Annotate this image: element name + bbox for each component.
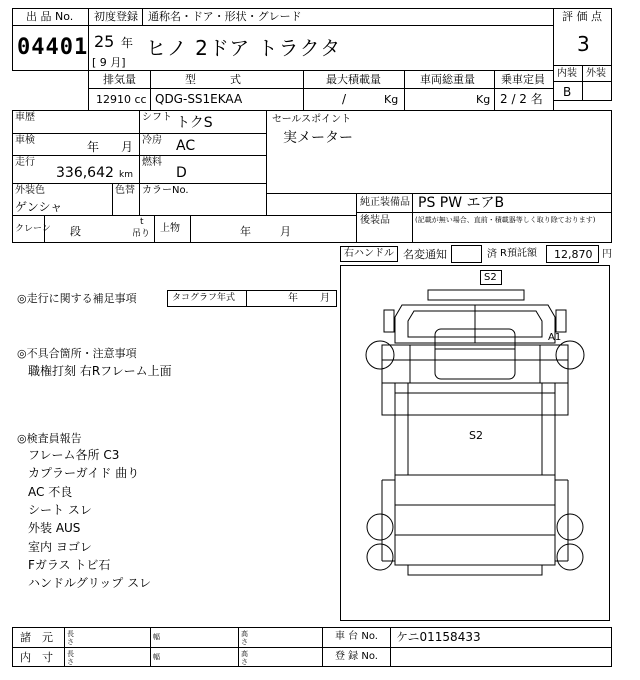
running-notes-label: ◎走行に関する補足事項	[17, 292, 137, 305]
footer-dim-label: 内 寸	[20, 651, 53, 664]
first-reg-label: 初度登録	[94, 10, 138, 23]
max-load-label: 最大積載量	[326, 73, 381, 86]
r-fee: 12,870	[554, 248, 593, 261]
inspector-line: フレーム各所 C3	[28, 448, 120, 462]
inspector-line: ハンドルグリップ スレ	[28, 576, 152, 590]
crane-ton-bottom: 吊り	[132, 229, 151, 239]
fuel-label: 燃料	[142, 157, 162, 168]
inspector-line: AC 不良	[28, 485, 73, 499]
capacity-label: 乗車定員	[501, 73, 545, 86]
shift-label: シフト	[142, 112, 172, 123]
model-label: 型 式	[185, 73, 245, 86]
r-mark: 済	[487, 249, 497, 260]
sales-point-label: セールスポイント	[272, 114, 352, 125]
interior-label: 内装	[557, 68, 577, 79]
inspector-line: シート スレ	[28, 503, 92, 517]
truck-diagram	[340, 265, 610, 621]
ac-label: 冷房	[142, 135, 162, 146]
mileage: 336,642	[56, 165, 114, 181]
name-change: 名変通知	[403, 248, 447, 261]
crane-stage: 段	[70, 225, 81, 238]
inspector-label: ◎検査員報告	[17, 432, 82, 445]
name-change-box	[451, 245, 482, 263]
crane-label: クレーン	[15, 224, 51, 234]
interior-grade: B	[563, 85, 572, 99]
footer-hgt-2: 高さ	[241, 650, 248, 666]
equipment-text: PS PW エアB	[418, 195, 505, 211]
color-code-label: カラーNo.	[142, 185, 189, 196]
first-reg-month: [ 9 月]	[92, 56, 126, 69]
tacho-year: 年	[288, 293, 298, 304]
max-load-unit: Kg	[384, 93, 399, 106]
up-month: 月	[280, 225, 291, 238]
diagram-mark-a1: A1	[548, 332, 562, 343]
gross-weight-label: 車両総重量	[420, 73, 475, 86]
displacement: 12910 cc	[96, 93, 147, 106]
inspection-label: 車検	[15, 135, 35, 146]
retrofit-note: (記載が無い場合、直前・積載器等しく取り除ております)	[415, 216, 596, 224]
car-name-label: 通称名・ドア・形状・グレード	[148, 10, 302, 23]
inspector-line: Fガラス トビ石	[28, 558, 111, 572]
lot-no-label: 出 品 No.	[26, 10, 74, 23]
tacho-label: タコグラフ年式	[172, 293, 236, 303]
inspector-line: 室内 ヨゴレ	[28, 540, 92, 554]
shift: トクS	[176, 115, 213, 131]
r-fee-unit: 円	[602, 249, 612, 260]
chassis-label: 車 台 No.	[335, 631, 378, 642]
history-label: 車歴	[15, 112, 35, 123]
up-label: 上物	[160, 223, 180, 234]
diagram-mark-top: S2	[484, 272, 497, 283]
footer-wid-1: 幅	[153, 633, 160, 641]
defects-label: ◎不具合箇所・注意事項	[17, 347, 137, 360]
ac: AC	[176, 138, 196, 154]
color-change-label: 色替	[115, 185, 135, 196]
inspector-line: 外装 AUS	[28, 521, 81, 535]
inspector-line: カプラーガイド 曲り	[28, 466, 140, 480]
score-label: 評 価 点	[562, 10, 602, 23]
up-year: 年	[240, 225, 251, 238]
exterior-label: 外装	[586, 68, 606, 79]
inspection-year: 年	[87, 140, 100, 154]
sales-point-text: 実メーター	[283, 130, 353, 146]
inspection-month: 月	[121, 140, 134, 154]
crane-ton-top: t	[140, 217, 144, 227]
max-load: /	[342, 92, 347, 106]
first-reg-year: 25	[94, 32, 115, 51]
color: ゲンシャ	[15, 200, 63, 214]
registration-label: 登 録 No.	[335, 651, 378, 662]
car-name: ヒノ 2ドア トラクタ	[146, 36, 342, 60]
color-label: 外装色	[15, 185, 45, 196]
chassis-no: ケニ01158433	[396, 630, 481, 644]
first-reg-year-unit: 年	[121, 36, 134, 50]
footer-wid-2: 幅	[153, 653, 160, 661]
mileage-label: 走行	[15, 157, 35, 168]
fuel: D	[176, 165, 187, 181]
mileage-unit: km	[119, 170, 133, 180]
model: QDG-SS1EKAA	[155, 92, 243, 106]
score: 3	[577, 32, 590, 56]
footer-hgt-1: 高さ	[241, 630, 248, 646]
equipment-label: 純正装備品	[360, 197, 410, 208]
retrofit-label: 後装品	[360, 215, 390, 226]
footer-spec-label: 諸 元	[20, 631, 53, 644]
defects-text: 職権打刻 右Rフレーム上面	[28, 364, 172, 378]
tacho-month: 月	[320, 293, 330, 304]
r-fee-label: R預託額	[500, 248, 537, 259]
diagram-mark-center: S2	[469, 429, 483, 442]
capacity: 2 / 2 名	[500, 92, 543, 106]
footer-len-1: 長さ	[67, 630, 74, 646]
crane-row	[12, 215, 357, 243]
right-hand: 右ハンドル	[344, 248, 394, 259]
displacement-label: 排気量	[103, 73, 136, 86]
footer-len-2: 長さ	[67, 650, 74, 666]
gross-weight-unit: Kg	[476, 93, 491, 106]
lot-no: 04401	[17, 35, 89, 60]
